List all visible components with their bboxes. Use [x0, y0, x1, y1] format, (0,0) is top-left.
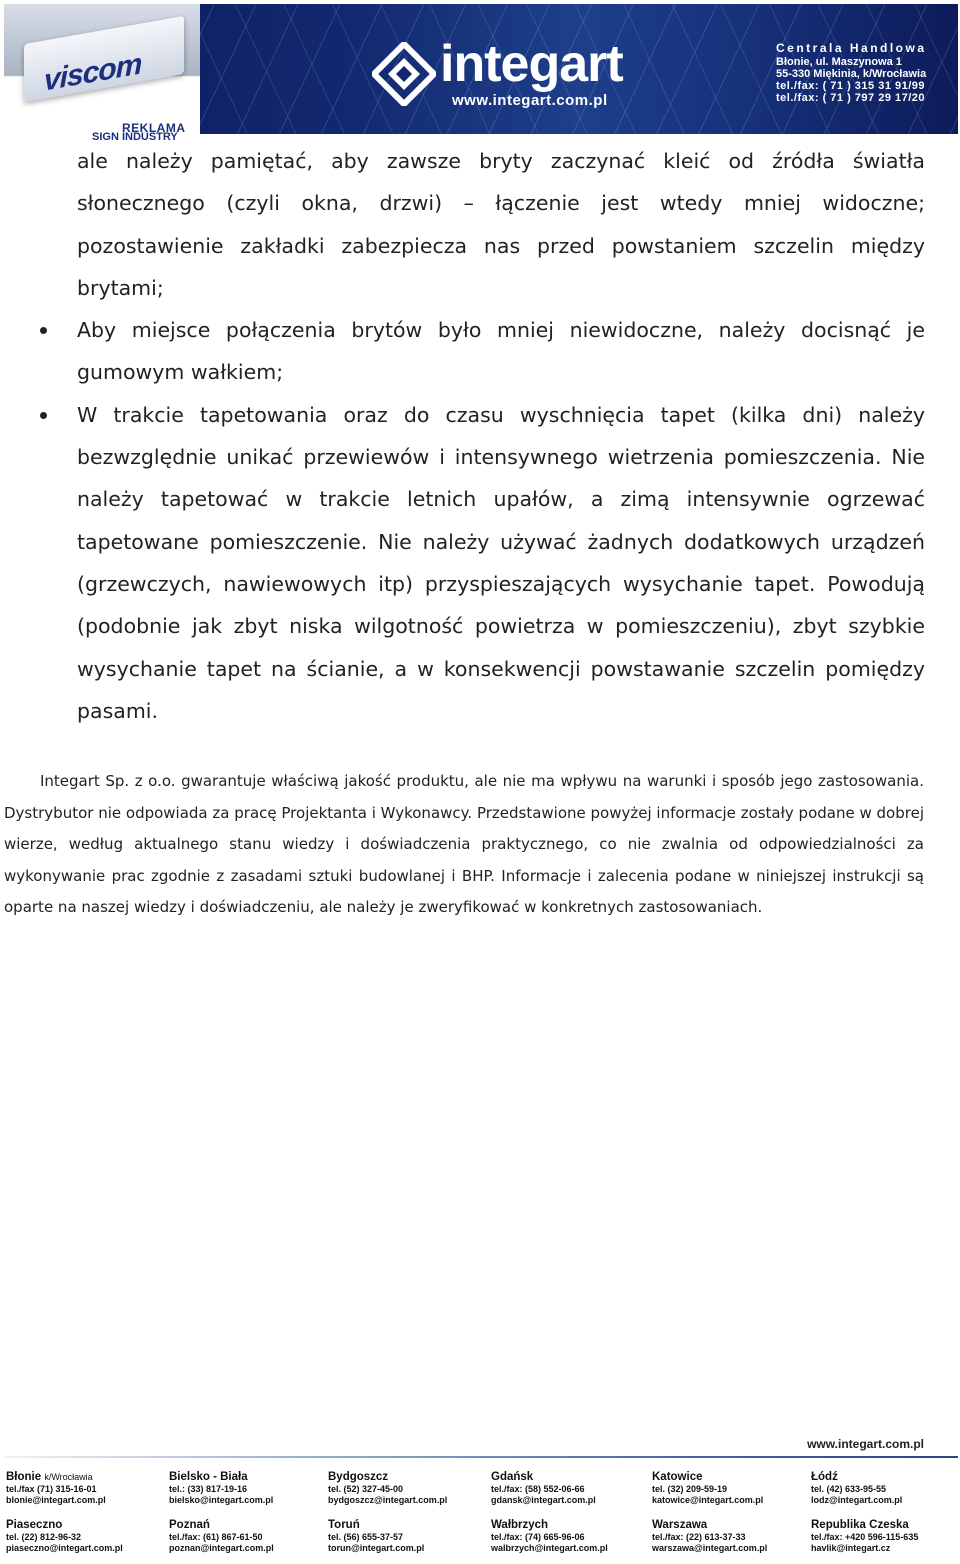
- branch-name: Gdańsk: [491, 1471, 534, 1483]
- central-title: Centrala Handlowa: [776, 41, 927, 55]
- footer-url[interactable]: www.integart.com.pl: [807, 1437, 924, 1451]
- branch-phone: tel./fax: (22) 613-37-33: [652, 1532, 746, 1542]
- branch-name: Katowice: [652, 1471, 703, 1483]
- branch-phone: tel./fax: +420 596-115-635: [811, 1532, 919, 1542]
- branch-phone: tel./fax: (58) 552-06-66: [491, 1484, 585, 1494]
- branch-phone: tel. (52) 327-45-00: [328, 1484, 404, 1494]
- central-phone-2: tel./fax: ( 71 ) 797 29 17/20: [776, 92, 926, 104]
- branch-phone: tel. (56) 655-37-57: [328, 1532, 404, 1542]
- branch-name: Republika Czeska: [811, 1519, 909, 1531]
- branch-email[interactable]: bydgoszcz@integart.com.pl: [328, 1495, 448, 1505]
- branch-email[interactable]: havlik@integart.cz: [811, 1543, 891, 1553]
- bullet-text-1: Aby miejsce połączenia brytów było mniej niewidoczne, należy docisnąć je gumowym wałkiem;: [77, 318, 925, 385]
- branch-torun: [328, 1520, 483, 1554]
- central-address-line-2: 55-330 Miękinia, k/Wrocławia: [776, 68, 927, 80]
- branch-email[interactable]: poznan@integart.com.pl: [169, 1543, 274, 1553]
- central-phone-1: tel./fax: ( 71 ) 315 31 91/99: [776, 80, 926, 92]
- branch-email[interactable]: bielsko@integart.com.pl: [169, 1495, 274, 1505]
- branch-name: Toruń: [328, 1519, 360, 1531]
- branch-katowice: [652, 1472, 807, 1506]
- branch-blonie: [6, 1472, 161, 1506]
- logo-diamond-icon: [372, 42, 436, 106]
- branch-bielsko-biala: [169, 1472, 324, 1506]
- branch-email[interactable]: torun@integart.com.pl: [328, 1543, 425, 1553]
- instructions-text: [77, 140, 925, 732]
- integart-logo: [372, 34, 662, 120]
- disclaimer-text: Integart Sp. z o.o. gwarantuje właściwą jakość produktu, ale nie ma wpływu na warunki i sposób jego zastosowania. Dystrybutor nie odpowiada za pracę Projektanta i Wykonawcy. Przedstawione powyżej informacje zostały podane w dobrej wierze, według aktualnego stanu wiedzy i doświadczenia praktycznego, co nie zwalnia od odpowiedzialności za wykonywanie prac zgodnie z zasadami sztuki budowlanej i BHP. Informacje i zalecenia podane w niniejszej instrukcji są oparte na naszej wiedzy i doświadczeniu, ale należy je zweryfikować w konkretnych zastosowaniach.: [4, 772, 924, 917]
- branch-warszawa: [652, 1520, 807, 1554]
- intro-paragraph: ale należy pamiętać, aby zawsze bryty zaczynać kleić od źródła światła słonecznego (czyli okna, drzwi) – łączenie jest wtedy mniej widoczne; pozostawienie zakładki zabezpiecza nas przed powstaniem szczelin między brytami;: [77, 149, 925, 300]
- logo-url: www.integart.com.pl: [452, 92, 608, 109]
- branch-name: Bielsko - Biała: [169, 1471, 248, 1483]
- branch-piaseczno: [6, 1520, 161, 1554]
- branch-email[interactable]: blonie@integart.com.pl: [6, 1495, 106, 1505]
- branch-name-suffix: k/Wrocławia: [44, 1472, 93, 1482]
- branch-name: Piaseczno: [6, 1519, 63, 1531]
- branch-email[interactable]: warszawa@integart.com.pl: [652, 1543, 768, 1553]
- branch-email[interactable]: piaseczno@integart.com.pl: [6, 1543, 123, 1553]
- branch-email[interactable]: walbrzych@integart.com.pl: [491, 1543, 608, 1553]
- branch-phone: tel./fax (71) 315-16-01: [6, 1484, 97, 1494]
- branch-name: Poznań: [169, 1519, 210, 1531]
- branch-phone: tel. (22) 812-96-32: [6, 1532, 82, 1542]
- branch-bydgoszcz: [328, 1472, 483, 1506]
- central-address-line-1: Błonie, ul. Maszynowa 1: [776, 56, 902, 68]
- branch-poznan: [169, 1520, 324, 1554]
- branch-lodz: [811, 1472, 956, 1506]
- bullet-icon: [40, 412, 47, 419]
- branch-republika-czeska: [811, 1520, 956, 1554]
- branch-phone: tel./fax: (74) 665-96-06: [491, 1532, 585, 1542]
- branch-name: Bydgoszcz: [328, 1471, 389, 1483]
- branch-name: Warszawa: [652, 1519, 708, 1531]
- sign-reklama-label: REKLAMA: [122, 121, 186, 134]
- branch-phone: tel.: (33) 817-19-16: [169, 1484, 248, 1494]
- bullet-icon: [40, 327, 47, 334]
- branch-walbrzych: [491, 1520, 646, 1554]
- bullet-item-2: [77, 394, 925, 732]
- branch-phone: tel. (42) 633-95-55: [811, 1484, 887, 1494]
- bullet-text-2: W trakcie tapetowania oraz do czasu wyschnięcia tapet (kilka dni) należy bezwzględnie unikać przewiewów i intensywnego wietrzenia pomieszczenia. Nie należy tapetować w trakcie letnich upałów, a zimą intensywnie ogrzewać tapetowane pomieszczenie. Nie należy używać żadnych dodatkowych urządzeń (grzewczych, nawiewowych itp) przyspieszających wysychanie tapet. Powodują (podobnie jak zbyt niska wilgotność powietrza w pomieszczeniu), zbyt szybkie wysychanie tapet na ścianie, a w konsekwencji powstawanie szczelin pomiędzy pasami.: [77, 402, 925, 723]
- branch-name: Łódź: [811, 1471, 838, 1483]
- bullet-item-1: [77, 309, 925, 394]
- branch-phone: tel./fax: (61) 867-61-50: [169, 1532, 263, 1542]
- branch-phone: tel. (32) 209-59-19: [652, 1484, 728, 1494]
- central-contact: [776, 42, 956, 104]
- footer-divider: [4, 1456, 958, 1458]
- logo-wordmark: integart: [440, 35, 623, 93]
- sign-board-text: viscom: [44, 47, 142, 98]
- disclaimer: [4, 766, 924, 924]
- sign-industry-label: SIGN INDUSTRY: [92, 131, 178, 143]
- branch-name: Wałbrzych: [491, 1519, 549, 1531]
- branch-email[interactable]: lodz@integart.com.pl: [811, 1495, 903, 1505]
- viscom-sign-image: [4, 4, 200, 134]
- branch-email[interactable]: katowice@integart.com.pl: [652, 1495, 764, 1505]
- branch-email[interactable]: gdansk@integart.com.pl: [491, 1495, 596, 1505]
- branch-gdansk: [491, 1472, 646, 1506]
- header-banner: [4, 4, 958, 134]
- branch-name: Błonie: [6, 1471, 42, 1483]
